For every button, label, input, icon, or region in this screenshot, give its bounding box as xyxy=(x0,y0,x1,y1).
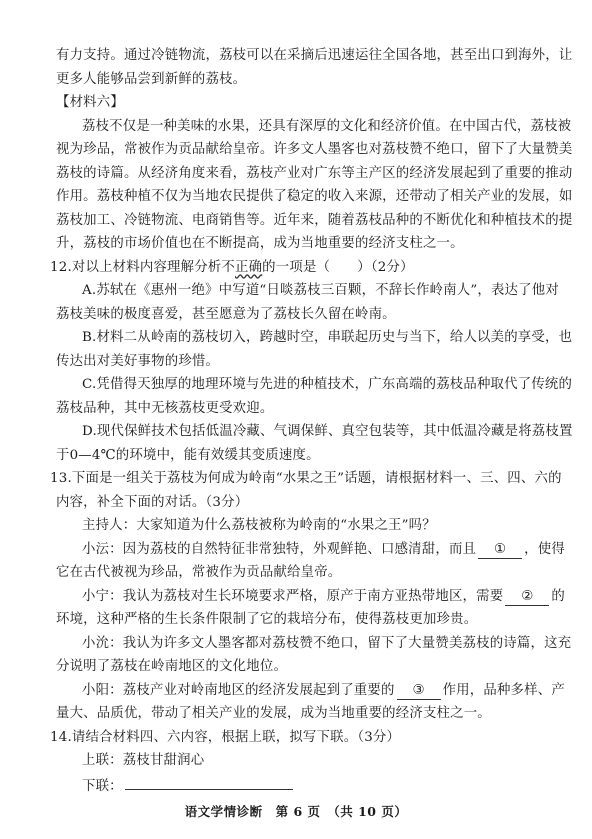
xiaoyun-cont: 它在古代被视为珍品，常被作为贡品献给皇帝。 xyxy=(56,565,342,580)
lower-couplet-answer-line[interactable] xyxy=(125,775,293,790)
paragraph-line: 荔枝不仅是一种美味的水果，还具有深厚的文化和经济价值。在中国古代，荔枝被 xyxy=(82,118,572,134)
xiaoyuan-line: 小沇：我认为许多文人墨客都对荔枝赞不绝口，留下了大量赞美荔枝的诗篇，这充 xyxy=(82,635,572,651)
question-12-emphasis: 正确 xyxy=(234,259,263,275)
xiaoyang-text-end: 作用，品种多样、产 xyxy=(442,682,565,698)
question-12-text-end: 的一项是（ ）（2分） xyxy=(262,259,414,275)
xiaoyuan-cont: 分说明了荔枝在岭南地区的文化地位。 xyxy=(56,659,288,674)
option-c-cont: 荔枝品种，其中无核荔枝更受欢迎。 xyxy=(56,400,274,416)
question-13-cont: 内容，补全下面的对话。（3分） xyxy=(56,494,249,510)
option-b-cont: 传达出对美好事物的珍惜。 xyxy=(56,353,220,369)
upper-couplet: 上联：荔枝甘甜润心 xyxy=(82,753,205,768)
xiaoning-text-end: 的 xyxy=(551,588,565,604)
answer-blank-3[interactable]: ③ xyxy=(397,683,441,700)
host-line: 主持人：大家知道为什么荔枝被称为岭南的“水果之王”吗？ xyxy=(82,518,436,533)
paragraph-line: 更多人能够品尝到新鲜的荔枝。 xyxy=(56,71,247,87)
option-b[interactable]: B.材料二从岭南的荔枝切入，跨越时空，串联起历史与当下，给人以美的享受，也 xyxy=(82,330,573,345)
xiaoning-cont: 环境，这种严格的生长条件限制了它的栽培分布，使得荔枝更加珍贵。 xyxy=(56,612,478,627)
option-d[interactable]: D.现代保鲜技术包括低温冷藏、气调保鲜、真空包装等，其中低温冷藏是将荔枝置 xyxy=(82,424,573,439)
paragraph-line: 升，荔枝的市场价值也在不断提高，成为当地重要的经济支柱之一。 xyxy=(56,236,464,251)
question-12-text: 12.对以上材料内容理解分析不 xyxy=(50,259,235,275)
xiaoning-text: 小宁：我认为荔枝对生长环境要求严格，原产于南方亚热带地区，需要 xyxy=(82,588,504,604)
xiaoyun-text-end: ，使得 xyxy=(524,541,565,557)
question-14: 14.请结合材料四、六内容，根据上联，拟写下联。（3分） xyxy=(50,729,401,745)
lower-couplet xyxy=(82,775,546,797)
option-d-cont: 于0—4℃的环境中，能有效缓其变质速度。 xyxy=(56,447,320,463)
question-12 xyxy=(50,258,540,278)
option-a-cont: 荔枝美味的极度喜爱，甚至愿意为了荔枝长久留在岭南。 xyxy=(56,306,396,322)
answer-blank-1[interactable]: ① xyxy=(478,542,522,559)
option-a[interactable]: A.苏轼在《惠州一绝》中写道“日啖荔枝三百颗，不辞长作岭南人”，表达了他对 xyxy=(82,283,559,298)
xiaoyun-line xyxy=(82,540,565,560)
xiaoning-line xyxy=(82,587,565,607)
paragraph-line: 有力支持。通过冷链物流，荔枝可以在采摘后迅速运往全国各地，甚至出口到海外，让 xyxy=(56,48,573,63)
paragraph-line: 作用。荔枝种植不仅为当地农民提供了稳定的收入来源，还带动了相关产业的发展，如 xyxy=(56,189,573,204)
question-13: 13.下面是一组关于荔枝为何成为岭南“水果之王”话题，请根据材料一、三、四、六的 xyxy=(50,471,562,486)
lower-couplet-label: 下联： xyxy=(82,778,123,794)
material-6-header: 【材料六】 xyxy=(56,95,124,110)
paragraph-line: 荔枝的诗篇。从经济角度来看，荔枝产业对广东等主产区的经济发展起到了重要的推动 xyxy=(56,165,573,181)
xiaoyang-text: 小阳：荔枝产业对岭南地区的经济发展起到了重要的 xyxy=(82,682,395,698)
xiaoyun-text: 小沄：因为荔枝的自然特征非常独特，外观鲜艳、口感清甜，而且 xyxy=(82,541,477,557)
xiaoyang-line xyxy=(82,681,565,701)
paragraph-line: 荔枝加工、冷链物流、电商销售等。近年来，随着荔枝品种的不断优化和种植技术的提 xyxy=(56,212,573,228)
answer-blank-2[interactable]: ② xyxy=(505,589,549,606)
xiaoyang-cont: 量大、品质优，带动了相关产业的发展，成为当地重要的经济支柱之一。 xyxy=(56,706,491,721)
option-c[interactable]: C.凭借得天独厚的地理环境与先进的种植技术，广东高端的荔枝品种取代了传统的 xyxy=(82,377,573,392)
page-footer: 语文学情诊断 第 6 页 （共 10 页） xyxy=(184,804,408,819)
paragraph-line: 视为珍品，常被作为贡品献给皇帝。许多文人墨客也对荔枝赞不绝口，留下了大量赞美 xyxy=(56,142,573,157)
